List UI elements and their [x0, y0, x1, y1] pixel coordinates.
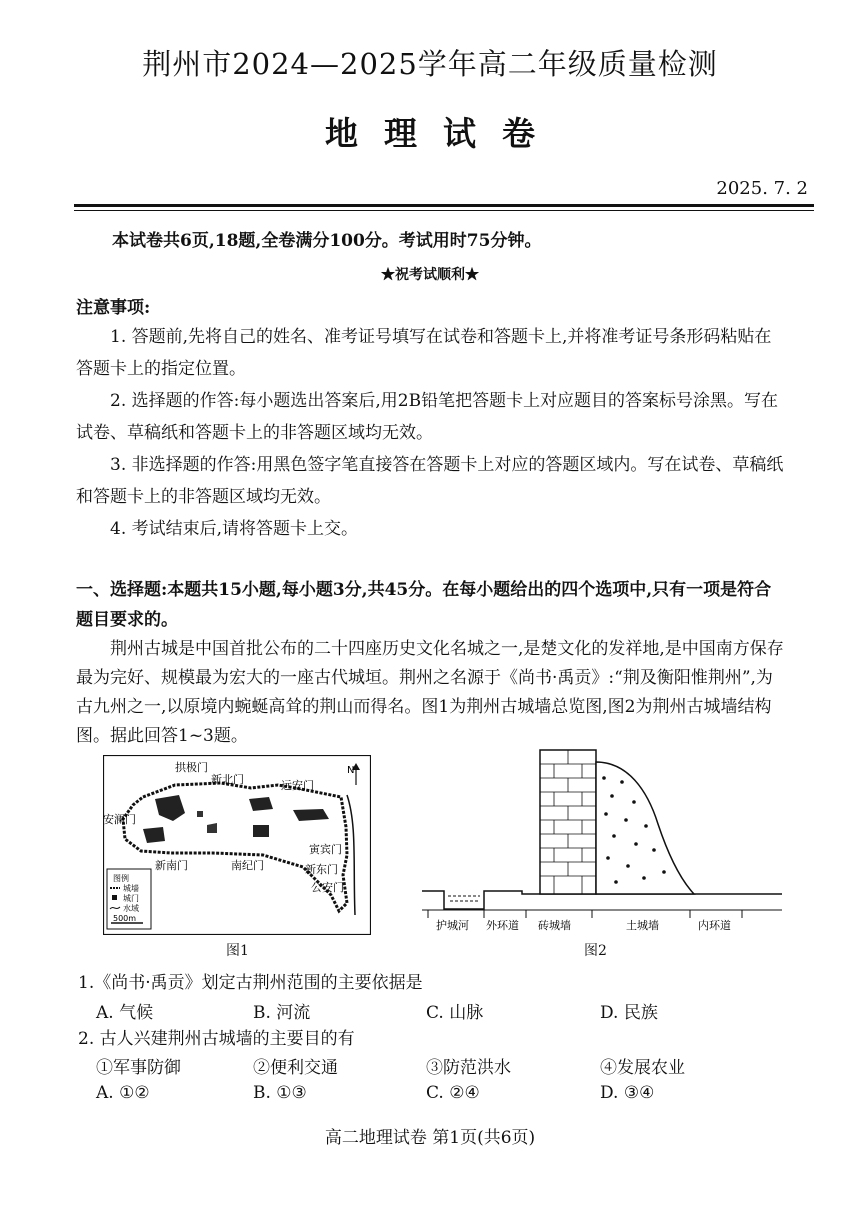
label-inner-road: 内环道 [698, 919, 731, 932]
figure2-section [422, 744, 782, 938]
gate-anlan: 安澜门 [103, 813, 136, 826]
q1-option-c: C. 山脉 [426, 1003, 484, 1023]
subject-title: 地理试卷 [325, 114, 561, 153]
gate-gongji: 拱极门 [175, 761, 208, 774]
page-footer: 高二地理试卷 第1页(共6页) [324, 1128, 536, 1148]
gate-gongan: 公安门 [311, 881, 344, 894]
label-earth-wall: 土城墙 [626, 919, 659, 932]
good-luck-line: ★祝考试顺利★ [381, 267, 479, 283]
label-brick-wall: 砖城墙 [538, 919, 571, 932]
q2-option-b: B. ①③ [253, 1083, 307, 1103]
figure1-caption: 图1 [226, 943, 249, 959]
earth-wall-shape [596, 762, 694, 894]
question-2-stem: 2. 古人兴建荆州古城墙的主要目的有 [78, 1029, 355, 1049]
section-title: 一、选择题:本题共15小题,每小题3分,共45分。在每小题给出的四个选项中,只有一项是符合题目要求的。 [76, 580, 772, 630]
notes-heading: 注意事项: [76, 298, 151, 318]
exam-info: 本试卷共6页,18题,全卷满分100分。考试用时75分钟。 [112, 231, 542, 251]
gate-yuanan: 远安门 [281, 779, 314, 792]
note-item-3: 3. 非选择题的作答:用黑色签字笔直接答在答题卡上对应的答题区域内。写在试卷、草稿纸和答题卡上的非答题区域均无效。 [76, 455, 784, 507]
exam-date: 2025. 7. 2 [716, 178, 808, 199]
label-outer-road: 外环道 [486, 919, 519, 932]
q1-option-d: D. 民族 [600, 1003, 658, 1023]
legend-wall: 城墙 [123, 884, 139, 893]
legend-water: 水域 [123, 904, 139, 913]
figure1-map [103, 755, 371, 935]
q1-option-b: B. 河流 [253, 1003, 311, 1023]
gate-nanji: 南纪门 [231, 859, 264, 872]
q2-option-a: A. ①② [96, 1083, 150, 1103]
gate-xinnan: 新南门 [155, 859, 188, 872]
q2-item-3: ③防范洪水 [426, 1058, 511, 1078]
q2-option-c: C. ②④ [426, 1083, 480, 1103]
question-1-stem: 1.《尚书·禹贡》划定古荆州范围的主要依据是 [78, 973, 423, 993]
q1-option-a: A. 气候 [96, 1003, 154, 1023]
q2-option-d: D. ③④ [600, 1083, 655, 1103]
note-item-4: 4. 考试结束后,请将答题卡上交。 [110, 519, 359, 539]
note-item-2: 2. 选择题的作答:每小题选出答案后,用2B铅笔把答题卡上对应题目的答案标号涂黑。写在试卷、草稿纸和答题卡上的非答题区域均无效。 [76, 391, 779, 443]
figure2-caption: 图2 [584, 943, 607, 959]
header-rule-thick [74, 204, 814, 207]
q2-item-4: ④发展农业 [600, 1058, 685, 1078]
gate-xinbei: 新北门 [211, 773, 244, 786]
legend-title: 图例 [113, 874, 129, 883]
legend-gate: 城门 [123, 894, 139, 903]
q2-item-2: ②便利交通 [253, 1058, 338, 1078]
header-rule-thin [74, 210, 814, 211]
gate-yinbin: 寅宾门 [309, 843, 342, 856]
note-item-1: 1. 答题前,先将自己的姓名、准考证号填写在试卷和答题卡上,并将准考证号条形码粘贴在答题卡上的指定位置。 [76, 327, 772, 379]
gate-xindong: 新东门 [305, 863, 338, 876]
scale-label: 500m [113, 914, 137, 923]
label-moat: 护城河 [436, 919, 469, 932]
exam-title: 荆州市2024—2025学年高二年级质量检测 [142, 47, 718, 81]
passage: 荆州古城是中国首批公布的二十四座历史文化名城之一,是楚文化的发祥地,是中国南方保存最为完好、规模最为宏大的一座古代城垣。荆州之名源于《尚书·禹贡》:“荆及衡阳惟荆州”,为古九州之一,以原境内蜿蜒高耸的荆山而得名。图1为荆州古城墙总览图,图2为荆州古城墙结构图。据此回答1~3题。 [76, 639, 784, 746]
q2-item-1: ①军事防御 [96, 1058, 181, 1078]
north-label: N [347, 765, 355, 776]
